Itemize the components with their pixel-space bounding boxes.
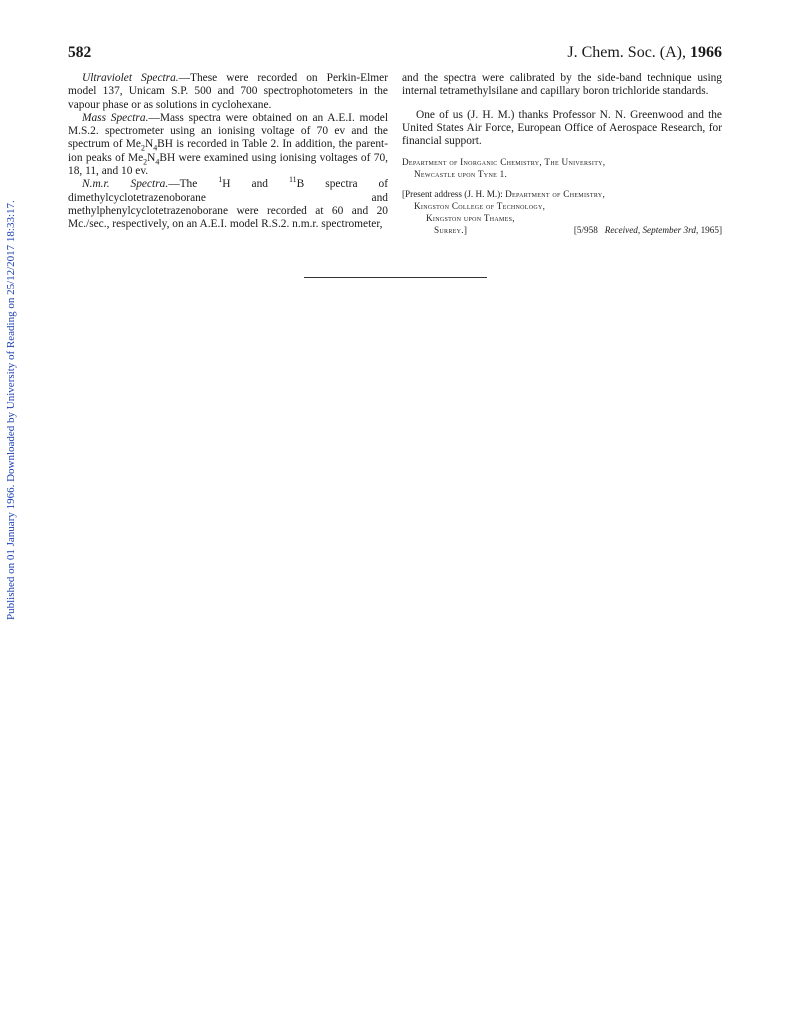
superscript: 1 <box>218 175 223 185</box>
journal-reference <box>567 44 722 62</box>
uv-paragraph <box>68 72 388 112</box>
journal-name: J. Chem. Soc. (A), <box>567 44 686 61</box>
acknowledgement: One of us (J. H. M.) thanks Professor N. N. Greenwood and the United States Air Force, European Office of Aerospace Research, for financial support. <box>402 108 722 148</box>
received-year: 1965] <box>700 225 722 236</box>
ms-heading: Mass Spectra. <box>82 111 149 124</box>
present-address <box>402 188 722 236</box>
superscript: 11 <box>288 175 297 185</box>
subscript: 2 <box>143 157 148 167</box>
end-rule <box>304 277 487 278</box>
download-watermark: Published on 01 January 1966. Downloaded by University of Reading on 25/12/2017 18:33:17. <box>5 200 17 620</box>
mass-spectra-paragraph <box>68 112 388 178</box>
ms-text: BH were examined using ionising voltages of 70, 18, 11, and 10 ev. <box>68 151 388 178</box>
present-address-line: Surrey.] <box>434 225 468 236</box>
ms-text: N <box>147 151 156 164</box>
present-address-dept: Department of Chemistry, <box>505 189 606 200</box>
received-info <box>574 224 722 236</box>
address-line: Newcastle upon Tyne 1. <box>414 169 508 180</box>
received-line <box>402 224 722 236</box>
subscript: 4 <box>155 157 160 167</box>
ms-text: —Mass spectra were obtained on an A.E.I. model M.S.2. spectrometer using an ionising voltage of 70 ev and the spectrum of Me <box>68 111 389 151</box>
nmr-heading: N.m.r. Spectra. <box>82 178 169 191</box>
page-number: 582 <box>68 44 92 61</box>
journal-year: 1966 <box>690 44 722 61</box>
ms-text: N <box>144 138 154 151</box>
present-address-line <box>402 188 722 200</box>
nmr-text: B spectra of dimethylcyclotetrazenoborane and methylphenylcyclotetrazenoborane were recorded at 60 and 20 Mc./sec., respectively, on an A.E.I. model R.S.2. n.m.r. spectrometer, <box>68 178 388 231</box>
subscript: 4 <box>153 143 158 153</box>
uv-heading: Ultraviolet Spectra. <box>82 72 179 84</box>
nmr-text: H and <box>222 178 289 191</box>
nmr-text: —The <box>168 178 219 191</box>
present-address-prefix: [Present address (J. H. M.): <box>402 189 506 200</box>
author-address <box>402 156 722 180</box>
received-date: Received, September 3rd, <box>604 225 699 236</box>
right-column <box>402 72 722 236</box>
subscript: 2 <box>140 143 145 153</box>
nmr-paragraph <box>68 175 388 231</box>
uv-text: —These were recorded on Perkin-Elmer model 137, Unicam S.P. 500 and 700 spectrophotometers in the vapour phase or as solutions in cyclohexane. <box>68 72 388 111</box>
ms-text: BH is recorded in Table 2. In addition, the parent-ion peaks of Me <box>68 138 388 164</box>
left-column <box>68 72 388 232</box>
present-address-line: Kingston College of Technology, <box>414 201 546 212</box>
present-address-line: Kingston upon Thames, <box>426 213 515 224</box>
nmr-continuation: and the spectra were calibrated by the side-band technique using internal tetramethylsilane and capillary boron trichloride standards. <box>402 72 722 98</box>
address-line: Department of Inorganic Chemistry, The University, <box>402 157 606 168</box>
reference-code: [5/958 <box>573 225 598 236</box>
